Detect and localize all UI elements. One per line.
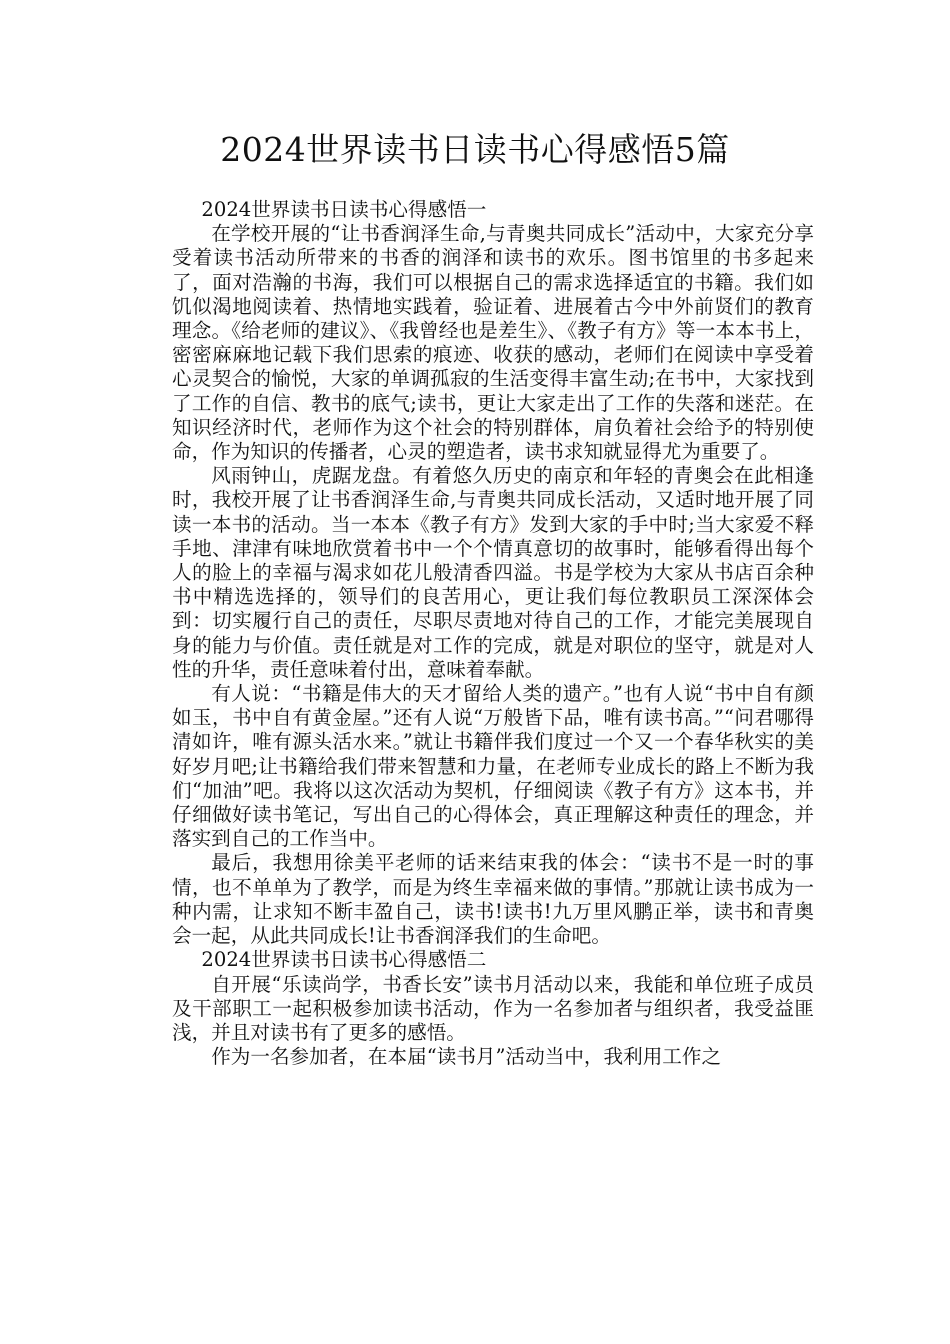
paragraph: 在学校开展的“让书香润泽生命,与青奥共同成长”活动中，大家充分享受着读书活动所带来的书香的润泽和读书的欢乐。图书馆里的书多起来了，面对浩瀚的书海，我们可以根据自己的需求选择适宜的书籍。我们如饥似渴地阅读着、热情地实践着，验证着、进展着古今中外前贤们的教育理念。《给老师的建议》、《我曾经也是差生》、《教子有方》等一本本书上，密密麻麻地记载下我们思索的痕迹、收获的感动，老师们在阅读中享受着心灵契合的愉悦，大家的单调孤寂的生活变得丰富生动;在书中，大家找到了工作的自信、教书的底气;读书，更让大家走出了工作的失落和迷茫。在知识经济时代，老师作为这个社会的特别群体，肩负着社会给予的特别使命，作为知识的传播者，心灵的塑造者，读书求知就显得尤为重要了。: [172, 222, 814, 464]
paragraph: 有人说：“书籍是伟大的天才留给人类的遗产。”也有人说“书中自有颜如玉，书中自有黄金屋。”还有人说“万般皆下品，唯有读书高。”“问君哪得清如许，唯有源头活水来。”就让书籍伴我们度过一个又一个春华秋实的美好岁月吧;让书籍给我们带来智慧和力量，在老师专业成长的路上不断为我们“加油”吧。我将以这次活动为契机，仔细阅读《教子有方》这本书，并仔细做好读书笔记，写出自己的心得体会，真正理解这种责任的理念，并落实到自己的工作当中。: [172, 682, 814, 851]
section-heading: 2024世界读书日读书心得感悟一: [201, 198, 487, 221]
paragraph: 作为一名参加者，在本届“读书月”活动当中，我利用工作之: [211, 1045, 722, 1069]
paragraph: 最后，我想用徐美平老师的话来结束我的体会：“读书不是一时的事情，也不单单为了教学，而是为终生幸福来做的事情。”那就让读书成为一种内需，让求知不断丰盈自己，读书!读书!九万里风鹏正举，读书和青奥会一起，从此共同成长!让书香润泽我们的生命吧。: [172, 851, 814, 948]
paragraph: 风雨钟山，虎踞龙盘。有着悠久历史的南京和年轻的青奥会在此相逢时，我校开展了让书香润泽生命,与青奥共同成长活动，又适时地开展了同读一本书的活动。当一本本《教子有方》发到大家的手中时;当大家爱不释手地、津津有味地欣赏着书中一个个情真意切的故事时，能够看得出每个人的脸上的幸福与渴求如花儿般清香四溢。书是学校为大家从书店百余种书中精选选择的，领导们的良苦用心，更让我们每位教职员工深深体会到：切实履行自己的责任，尽职尽责地对待自己的工作，才能完美展现自身的能力与价值。责任就是对工作的完成，就是对职位的坚守，就是对人性的升华，责任意味着付出，意味着奉献。: [172, 464, 814, 681]
document-body: [172, 198, 814, 1069]
paragraph: 自开展“乐读尚学，书香长安”读书月活动以来，我能和单位班子成员及干部职工一起积极参加读书活动，作为一名参加者与组织者，我受益匪浅，并且对读书有了更多的感悟。: [172, 972, 814, 1044]
section-heading: 2024世界读书日读书心得感悟二: [201, 948, 487, 972]
document-title: 2024世界读书日读书心得感悟5篇: [220, 130, 730, 169]
